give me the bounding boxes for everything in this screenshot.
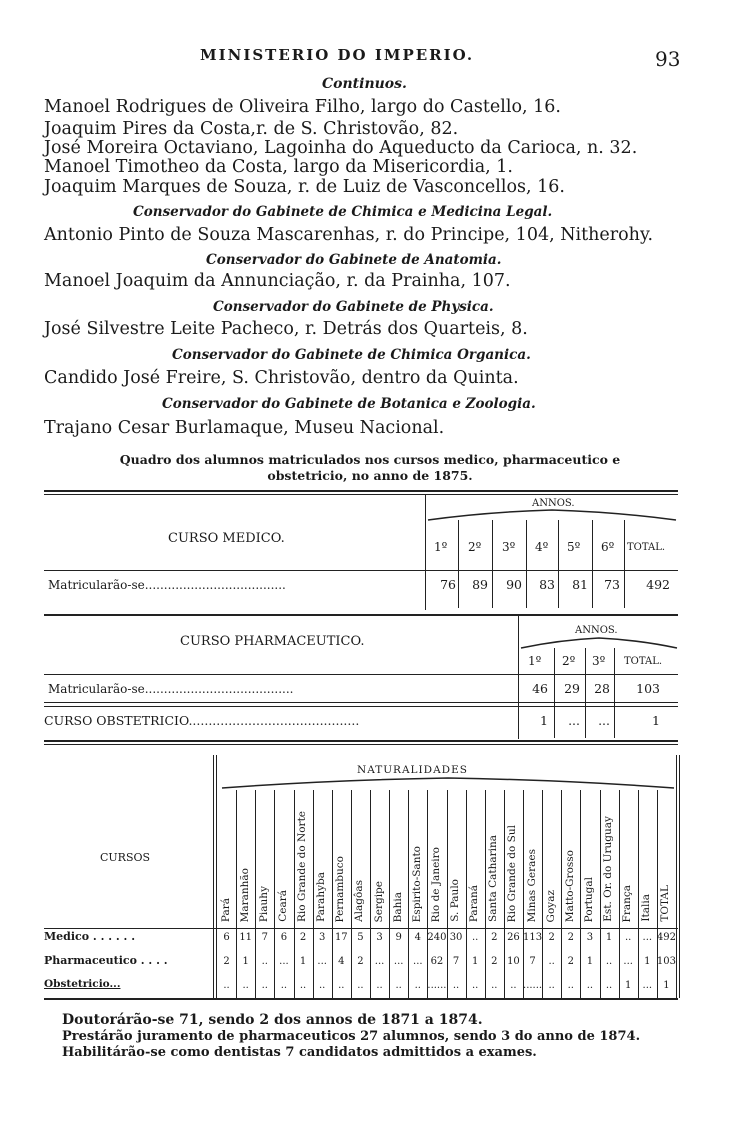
table-cell: .. (395, 980, 402, 991)
table-cell: .. (242, 980, 249, 991)
table-cell: .. (414, 980, 421, 991)
table-cell: 2 (223, 956, 230, 967)
table-cell: 1 (605, 932, 613, 943)
list-item: Manoel Rodrigues de Oliveira Filho, largo do Castello, 16. (44, 97, 561, 117)
list-item: Joaquim Pires da Costa,r. de S. Christovão, 82. (44, 119, 459, 139)
table-cell: .. (510, 980, 517, 991)
list-item: Joaquim Marques de Souza, r. de Luiz de Vasconcellos, 16. (44, 177, 565, 197)
col-header: 3º (592, 654, 606, 668)
table-cell: 30 (449, 932, 463, 943)
table-cell: .. (586, 980, 594, 991)
table-cell: .. (605, 980, 613, 991)
table-cell: 4 (338, 956, 345, 967)
table-cell: 73 (604, 577, 620, 592)
nat-col-header: Bahia (391, 891, 404, 922)
nat-col-header: Piauhy (257, 885, 270, 922)
table-cell: ... (642, 932, 653, 943)
col-header: 4º (535, 540, 549, 554)
table-cell: 90 (506, 577, 522, 592)
nat-col-header: Italia (640, 894, 653, 922)
table-title: Quadro dos alumnos matriculados nos cursos medico, pharmaceutico e (119, 452, 621, 467)
section-title: Conservador do Gabinete de Physica. (213, 299, 494, 315)
nat-col-header: Santa Catharina (487, 835, 500, 922)
table-cell: ... (598, 713, 610, 728)
table-cell: 103 (636, 681, 660, 696)
course-label: CURSO PHARMACEUTICO. (180, 634, 365, 649)
table-cell: 103 (656, 956, 676, 967)
table-cell: 240 (427, 932, 447, 943)
table-cell: 1 (540, 713, 548, 728)
table-cell: .. (491, 980, 498, 991)
table-cell: 9 (395, 932, 402, 943)
nat-col-header: Alagôas (353, 880, 366, 922)
list-item: José Moreira Octaviano, Lagoinha do Aqueducto da Carioca, n. 32. (44, 138, 638, 158)
table-cell: 1 (652, 713, 660, 728)
row-label: Obstetricio... (44, 978, 121, 990)
nat-col-header: Matto-Grosso (563, 849, 576, 922)
nat-col-header: Rio Grande do Norte (296, 811, 309, 922)
nat-col-header: França (621, 884, 634, 922)
table-cell: ... (279, 956, 289, 967)
table-cell: ...... (427, 980, 447, 991)
table-cell: 2 (491, 932, 498, 943)
table-cell: ... (568, 713, 580, 728)
table-cell: .. (357, 980, 364, 991)
table-cell: 3 (319, 932, 326, 943)
table-cell: ... (413, 956, 423, 967)
table-cell: 492 (646, 577, 670, 592)
footer-line: Prestárão juramento de pharmaceuticos 27 alumnos, sendo 3 do anno de 1874. (62, 1029, 641, 1044)
col-header: 1º (434, 540, 448, 554)
table-cell: ... (317, 956, 327, 967)
table-cell: .. (261, 980, 268, 991)
section-title: Conservador do Gabinete de Botanica e Zoologia. (162, 396, 536, 412)
nat-col-header: Maranhão (238, 867, 251, 922)
section-title: Conservador do Gabinete de Chimica Organica. (172, 347, 531, 363)
annos-label: ANNOS. (532, 498, 575, 509)
table-cell: .. (280, 980, 288, 991)
row-label: Matricularão-se..................................... (48, 578, 286, 592)
table-cell: 7 (452, 956, 460, 967)
col-header: 1º (528, 654, 542, 668)
table-cell: 17 (334, 932, 348, 943)
table-cell: 26 (507, 932, 520, 943)
table-cell: ... (393, 956, 404, 967)
table-title: obstetricio, no anno de 1875. (267, 468, 473, 483)
col-header: 5º (567, 540, 581, 554)
section-entry: Manoel Joaquim da Annunciação, r. da Prainha, 107. (44, 271, 511, 291)
table-cell: 29 (564, 681, 580, 696)
nat-col-header: S. Paulo (449, 879, 462, 922)
table-cell: 76 (440, 577, 456, 592)
table-cell: 6 (223, 932, 230, 943)
nat-col-header: Paraná (468, 884, 481, 922)
table-cell: ... (642, 980, 653, 991)
table-cell: 4 (414, 932, 421, 943)
table-cell: .. (223, 980, 230, 991)
table-cell: .. (452, 980, 460, 991)
table-cell: 1 (663, 980, 670, 991)
table-cell: 1 (644, 956, 651, 967)
table-cell: 2 (357, 956, 364, 967)
section-title: Conservador do Gabinete de Anatomia. (206, 252, 502, 268)
table-cell: 11 (239, 932, 253, 943)
row-label: CURSO OBSTETRICIO........................................... (44, 713, 360, 728)
nat-col-header: Rio Grande do Sul (506, 824, 519, 922)
table-cell: 3 (376, 932, 383, 943)
row-label: Matricularão-se....................................... (48, 682, 294, 696)
table-cell: 83 (539, 577, 555, 592)
section-entry: Trajano Cesar Burlamaque, Museu Nacional. (44, 418, 445, 438)
section-title: Conservador do Gabinete de Chimica e Medicina Legal. (133, 204, 553, 220)
page-number: 93 (655, 47, 681, 71)
col-header: 2º (562, 654, 576, 668)
row-label: Pharmaceutico . . . . (44, 954, 168, 967)
course-label: CURSO MEDICO. (168, 531, 285, 546)
table-cell: 2 (567, 956, 574, 967)
table-cell: 492 (656, 932, 676, 943)
table-cell: 89 (472, 577, 488, 592)
annos-label: ANNOS. (575, 625, 618, 636)
table-cell: 1 (625, 980, 632, 991)
table-cell: 7 (529, 956, 536, 967)
footer-line: Doutorárão-se 71, sendo 2 dos annos de 1871 a 1874. (62, 1012, 483, 1028)
table-cell: 2 (548, 932, 555, 943)
table-cell: 1 (586, 956, 594, 967)
table-cell: 6 (280, 932, 288, 943)
nat-col-header: Minas Geraes (525, 848, 538, 922)
col-header: TOTAL. (624, 656, 663, 667)
table-cell: .. (472, 980, 479, 991)
table-cell: 2 (299, 932, 307, 943)
table-cell: 2 (491, 956, 498, 967)
section-entry: José Silvestre Leite Pacheco, r. Detrás dos Quarteis, 8. (44, 319, 528, 339)
nat-col-header: Pará (219, 897, 232, 922)
nat-col-header: Parahyba (315, 872, 328, 922)
nat-col-header: Sergipe (372, 880, 385, 922)
nat-col-header: Pernambuco (334, 855, 347, 922)
section-entry: Candido José Freire, S. Christovão, dentro da Quinta. (44, 368, 519, 388)
table-cell: 1 (472, 956, 479, 967)
cursos-label: CURSOS (100, 851, 151, 864)
col-header: 3º (502, 540, 516, 554)
col-header: TOTAL. (627, 542, 666, 553)
table-cell: .. (472, 932, 479, 943)
table-cell: 62 (430, 956, 444, 967)
table-cell: 1 (242, 956, 249, 967)
table-cell: 10 (507, 956, 520, 967)
list-item: Manoel Timotheo da Costa, largo da Misericordia, 1. (44, 157, 513, 177)
table-cell: 3 (586, 932, 594, 943)
naturalidades-label: NATURALIDADES (357, 764, 468, 776)
table-cell: 81 (572, 577, 588, 592)
table-cell: .. (567, 980, 574, 991)
table-cell: .. (338, 980, 345, 991)
table-cell: 1 (299, 956, 307, 967)
col-header: 2º (468, 540, 482, 554)
table-cell: .. (376, 980, 383, 991)
table-cell: .. (319, 980, 326, 991)
page-header: MINISTERIO DO IMPERIO. (200, 46, 475, 64)
section-entry: Antonio Pinto de Souza Mascarenhas, r. do Principe, 104, Nitherohy. (44, 225, 654, 245)
table-cell: 7 (261, 932, 268, 943)
row-label: Medico . . . . . . (44, 930, 136, 943)
table-cell: ... (374, 956, 385, 967)
nat-col-header: TOTAL (659, 885, 672, 922)
table-cell: 2 (567, 932, 574, 943)
table-cell: 46 (532, 681, 548, 696)
nat-col-header: Rio de Janeiro (429, 846, 442, 922)
table-cell: .. (548, 956, 555, 967)
nat-col-header: Est. Or. do Uruguay (602, 816, 615, 922)
nat-col-header: Goyaz (544, 889, 557, 922)
table-cell: ... (623, 956, 633, 967)
footer-line: Habilitárão-se como dentistas 7 candidatos admittidos a exames. (62, 1045, 537, 1060)
nat-col-header: Espirito-Santo (410, 845, 423, 922)
table-cell: 113 (523, 932, 543, 943)
table-cell: .. (261, 956, 268, 967)
continued-label: Continuos. (322, 76, 407, 92)
table-cell: .. (625, 932, 632, 943)
nat-col-header: Portugal (582, 876, 595, 922)
table-cell: .. (605, 956, 613, 967)
table-cell: 5 (357, 932, 364, 943)
table-cell: 28 (594, 681, 610, 696)
table-cell: ...... (523, 980, 543, 991)
table-cell: .. (299, 980, 307, 991)
table-cell: .. (548, 980, 555, 991)
col-header: 6º (601, 540, 615, 554)
nat-col-header: Ceará (276, 890, 289, 922)
